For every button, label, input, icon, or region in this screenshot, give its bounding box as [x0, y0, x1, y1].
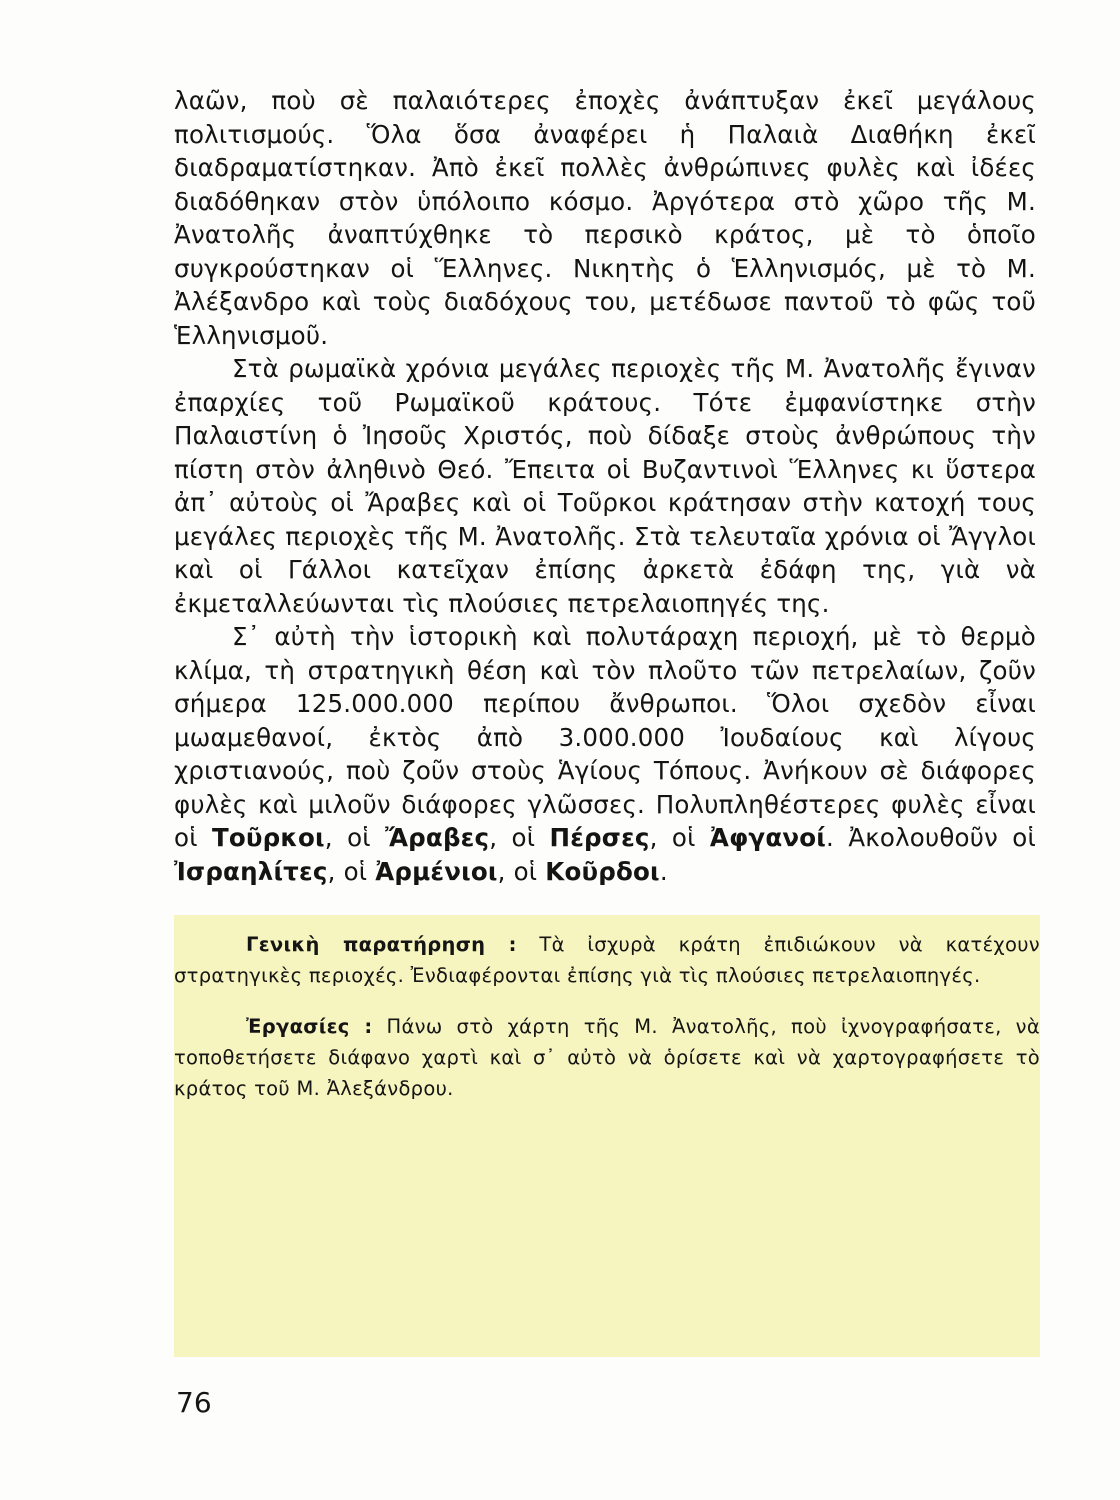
- paragraph-2: Στὰ ρωμαϊκὰ χρόνια μεγάλες περιοχὲς τῆς Μ. Ἀνατολῆς ἔγιναν ἐπαρχίες τοῦ Ρωμαϊκοῦ κράτους. Τότε ἐμφανίστηκε στὴν Παλαιστίνη ὁ Ἰησοῦς Χριστός, ποὺ δίδαξε στοὺς ἀνθρώπους τὴν πίστη στὸν ἀληθινὸ Θεό. Ἔπειτα οἱ Βυζαντινοὶ Ἕλληνες κι ὕστερα ἀπ᾽ αὐτοὺς οἱ Ἄραβες καὶ οἱ Τοῦρκοι κράτησαν στὴν κατοχή τους μεγάλες περιοχὲς τῆς Μ. Ἀνατολῆς. Στὰ τελευταῖα χρόνια οἱ Ἄγγλοι καὶ οἱ Γάλλοι κατεῖχαν ἐπίσης ἀρκετὰ ἐδάφη της, γιὰ νὰ ἐκμεταλλεύωνται τὶς πλούσιες πετρελαιοπηγές της.: [174, 354, 1036, 618]
- tasks: [174, 1011, 1040, 1104]
- tasks-label: Ἐργασίες :: [246, 1015, 373, 1038]
- tasks-text: Πάνω στὸ χάρτη τῆς Μ. Ἀνατολῆς, ποὺ ἰχνογραφήσατε, νὰ τοποθετήσετε διάφανο χαρτὶ καὶ σ᾽ αὐτὸ νὰ ὁρίσετε καὶ νὰ χαρτογραφήσετε τὸ κράτος τοῦ Μ. Ἀλεξάνδρου.: [174, 1015, 1040, 1100]
- note-box: [174, 915, 1040, 1357]
- paragraph-3-text: Σ᾽ αὐτὴ τὴν ἱστορικὴ καὶ πολυτάραχη περιοχή, μὲ τὸ θερμὸ κλίμα, τὴ στρατηγικὴ θέση καὶ τὸν πλοῦτο τῶν πετρελαίων, ζοῦν σήμερα 125.000.000 περίπου ἄνθρωποι. Ὅλοι σχεδὸν εἶναι μωαμεθανοί, ἐκτὸς ἀπὸ 3.000.000 Ἰουδαίους καὶ λίγους χριστιανούς, ποὺ ζοῦν στοὺς Ἁγίους Τόπους. Ἀνήκουν σὲ διάφορες φυλὲς καὶ μιλοῦν διάφορες γλῶσσες. Πολυπληθέστερες φυλὲς εἶναι οἱ: [174, 622, 1036, 852]
- main-text: [174, 84, 1036, 888]
- people-persians: Πέρσες: [549, 823, 650, 852]
- paragraph-1: λαῶν, ποὺ σὲ παλαιότερες ἐποχὲς ἀνάπτυξαν ἐκεῖ μεγάλους πολιτισμούς. Ὅλα ὅσα ἀναφέρει ἡ Παλαιὰ Διαθήκη ἐκεῖ διαδραματίστηκαν. Ἀπὸ ἐκεῖ πολλὲς ἀνθρώπινες φυλὲς καὶ ἰδέες διαδόθηκαν στὸν ὑπόλοιπο κόσμο. Ἀργότερα στὸ χῶρο τῆς Μ. Ἀνατολῆς ἀναπτύχθηκε τὸ περσικὸ κράτος, μὲ τὸ ὁποῖο συγκρούστηκαν οἱ Ἕλληνες. Νικητὴς ὁ Ἑλληνισμός, μὲ τὸ Μ. Ἀλέξανδρο καὶ τοὺς διαδόχους του, μετέδωσε παντοῦ τὸ φῶς τοῦ Ἑλληνισμοῦ.: [174, 86, 1036, 350]
- people-sep: . Ἀκολουθοῦν οἱ: [826, 823, 1036, 852]
- people-turks: Τοῦρκοι: [211, 823, 325, 852]
- people-armenians: Ἀρμένιοι: [375, 856, 498, 886]
- people-israelites: Ἰσραηλίτες: [174, 856, 328, 886]
- people-arabs: Ἄραβες: [385, 823, 490, 852]
- page-number: 76: [176, 1386, 212, 1419]
- people-afghans: Ἀφγανοί: [709, 823, 827, 852]
- general-remark: [174, 929, 1040, 991]
- paragraph-3: [174, 620, 1036, 888]
- people-sep: , οἱ: [489, 823, 550, 852]
- people-sep: , οἱ: [649, 823, 710, 852]
- general-remark-label: Γενικὴ παρατήρηση :: [246, 933, 517, 956]
- people-sep: .: [659, 856, 668, 886]
- people-sep: , οἱ: [324, 823, 386, 852]
- general-remark-text: Τὰ ἰσχυρὰ κράτη ἐπιδιώκουν νὰ κατέχουν στρατηγικὲς περιοχές. Ἐνδιαφέρονται ἐπίσης γιὰ τὶς πλούσιες πετρελαιοπηγές.: [174, 933, 1040, 987]
- people-sep: , οἱ: [497, 856, 546, 886]
- people-sep: , οἱ: [327, 856, 376, 886]
- people-kurds: Κοῦρδοι: [545, 856, 660, 886]
